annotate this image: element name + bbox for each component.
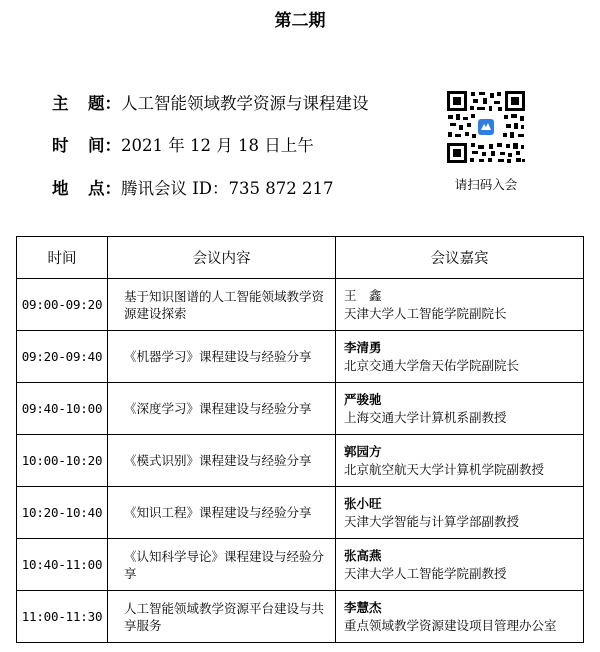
schedule-table <box>16 236 584 643</box>
session-content: 《知识工程》课程建设与经验分享 <box>108 487 336 539</box>
session-content: 《认知科学导论》课程建设与经验分享 <box>108 539 336 591</box>
session-time: 11:00-11:30 <box>17 591 108 643</box>
session-time: 09:40-10:00 <box>17 383 108 435</box>
time-label: 时 间： <box>52 136 121 155</box>
table-row <box>17 487 584 539</box>
guest-name: 王 鑫 <box>344 287 382 303</box>
topic-line <box>52 90 369 114</box>
session-content: 人工智能领域教学资源平台建设与共享服务 <box>108 591 336 643</box>
guest-title: 北京航空航天大学计算机学院副教授 <box>344 461 545 477</box>
session-guest <box>336 383 584 435</box>
column-header-guest: 会议嘉宾 <box>336 237 584 279</box>
session-guest <box>336 279 584 331</box>
topic-value: 人工智能领域教学资源与课程建设 <box>121 94 369 113</box>
table-row <box>17 435 584 487</box>
session-time: 10:00-10:20 <box>17 435 108 487</box>
place-label: 地 点： <box>52 179 121 198</box>
guest-name: 郭园方 <box>344 443 382 459</box>
guest-title: 北京交通大学詹天佑学院副院长 <box>344 357 520 373</box>
table-row <box>17 331 584 383</box>
guest-name: 李慧杰 <box>344 599 382 615</box>
guest-name: 严骏驰 <box>344 391 382 407</box>
qr-caption: 请扫码入会 <box>454 177 518 192</box>
session-guest <box>336 539 584 591</box>
table-row <box>17 591 584 643</box>
guest-title: 重点领域教学资源建设项目管理办公室 <box>344 617 557 633</box>
place-value: 腾讯会议 ID：735 872 217 <box>121 179 334 198</box>
guest-name: 李清勇 <box>344 339 382 355</box>
column-header-content: 会议内容 <box>108 237 336 279</box>
session-guest <box>336 591 584 643</box>
session-content: 《模式识别》课程建设与经验分享 <box>108 435 336 487</box>
page-title: 第二期 <box>274 11 326 31</box>
session-time: 09:20-09:40 <box>17 331 108 383</box>
guest-name: 张小旺 <box>344 495 382 511</box>
table-row <box>17 539 584 591</box>
session-content: 基于知识图谱的人工智能领域教学资源建设探索 <box>108 279 336 331</box>
time-line <box>52 132 314 156</box>
guest-title: 天津大学人工智能学院副教授 <box>344 565 507 581</box>
session-guest <box>336 331 584 383</box>
guest-name: 张高燕 <box>344 547 382 563</box>
table-header-row <box>17 237 584 279</box>
session-content: 《深度学习》课程建设与经验分享 <box>108 383 336 435</box>
place-line <box>52 175 333 199</box>
session-time: 09:00-09:20 <box>17 279 108 331</box>
session-guest <box>336 435 584 487</box>
guest-title: 天津大学智能与计算学部副教授 <box>344 513 520 529</box>
table-row <box>17 383 584 435</box>
session-time: 10:20-10:40 <box>17 487 108 539</box>
guest-title: 天津大学人工智能学院副院长 <box>344 305 507 321</box>
time-value: 2021 年 12 月 18 日上午 <box>121 136 314 155</box>
session-content: 《机器学习》课程建设与经验分享 <box>108 331 336 383</box>
topic-label: 主 题： <box>52 94 121 113</box>
table-row <box>17 279 584 331</box>
guest-title: 上海交通大学计算机系副教授 <box>344 409 507 425</box>
column-header-time: 时间 <box>17 237 108 279</box>
session-time: 10:40-11:00 <box>17 539 108 591</box>
qr-code-icon[interactable] <box>446 90 526 164</box>
session-guest <box>336 487 584 539</box>
